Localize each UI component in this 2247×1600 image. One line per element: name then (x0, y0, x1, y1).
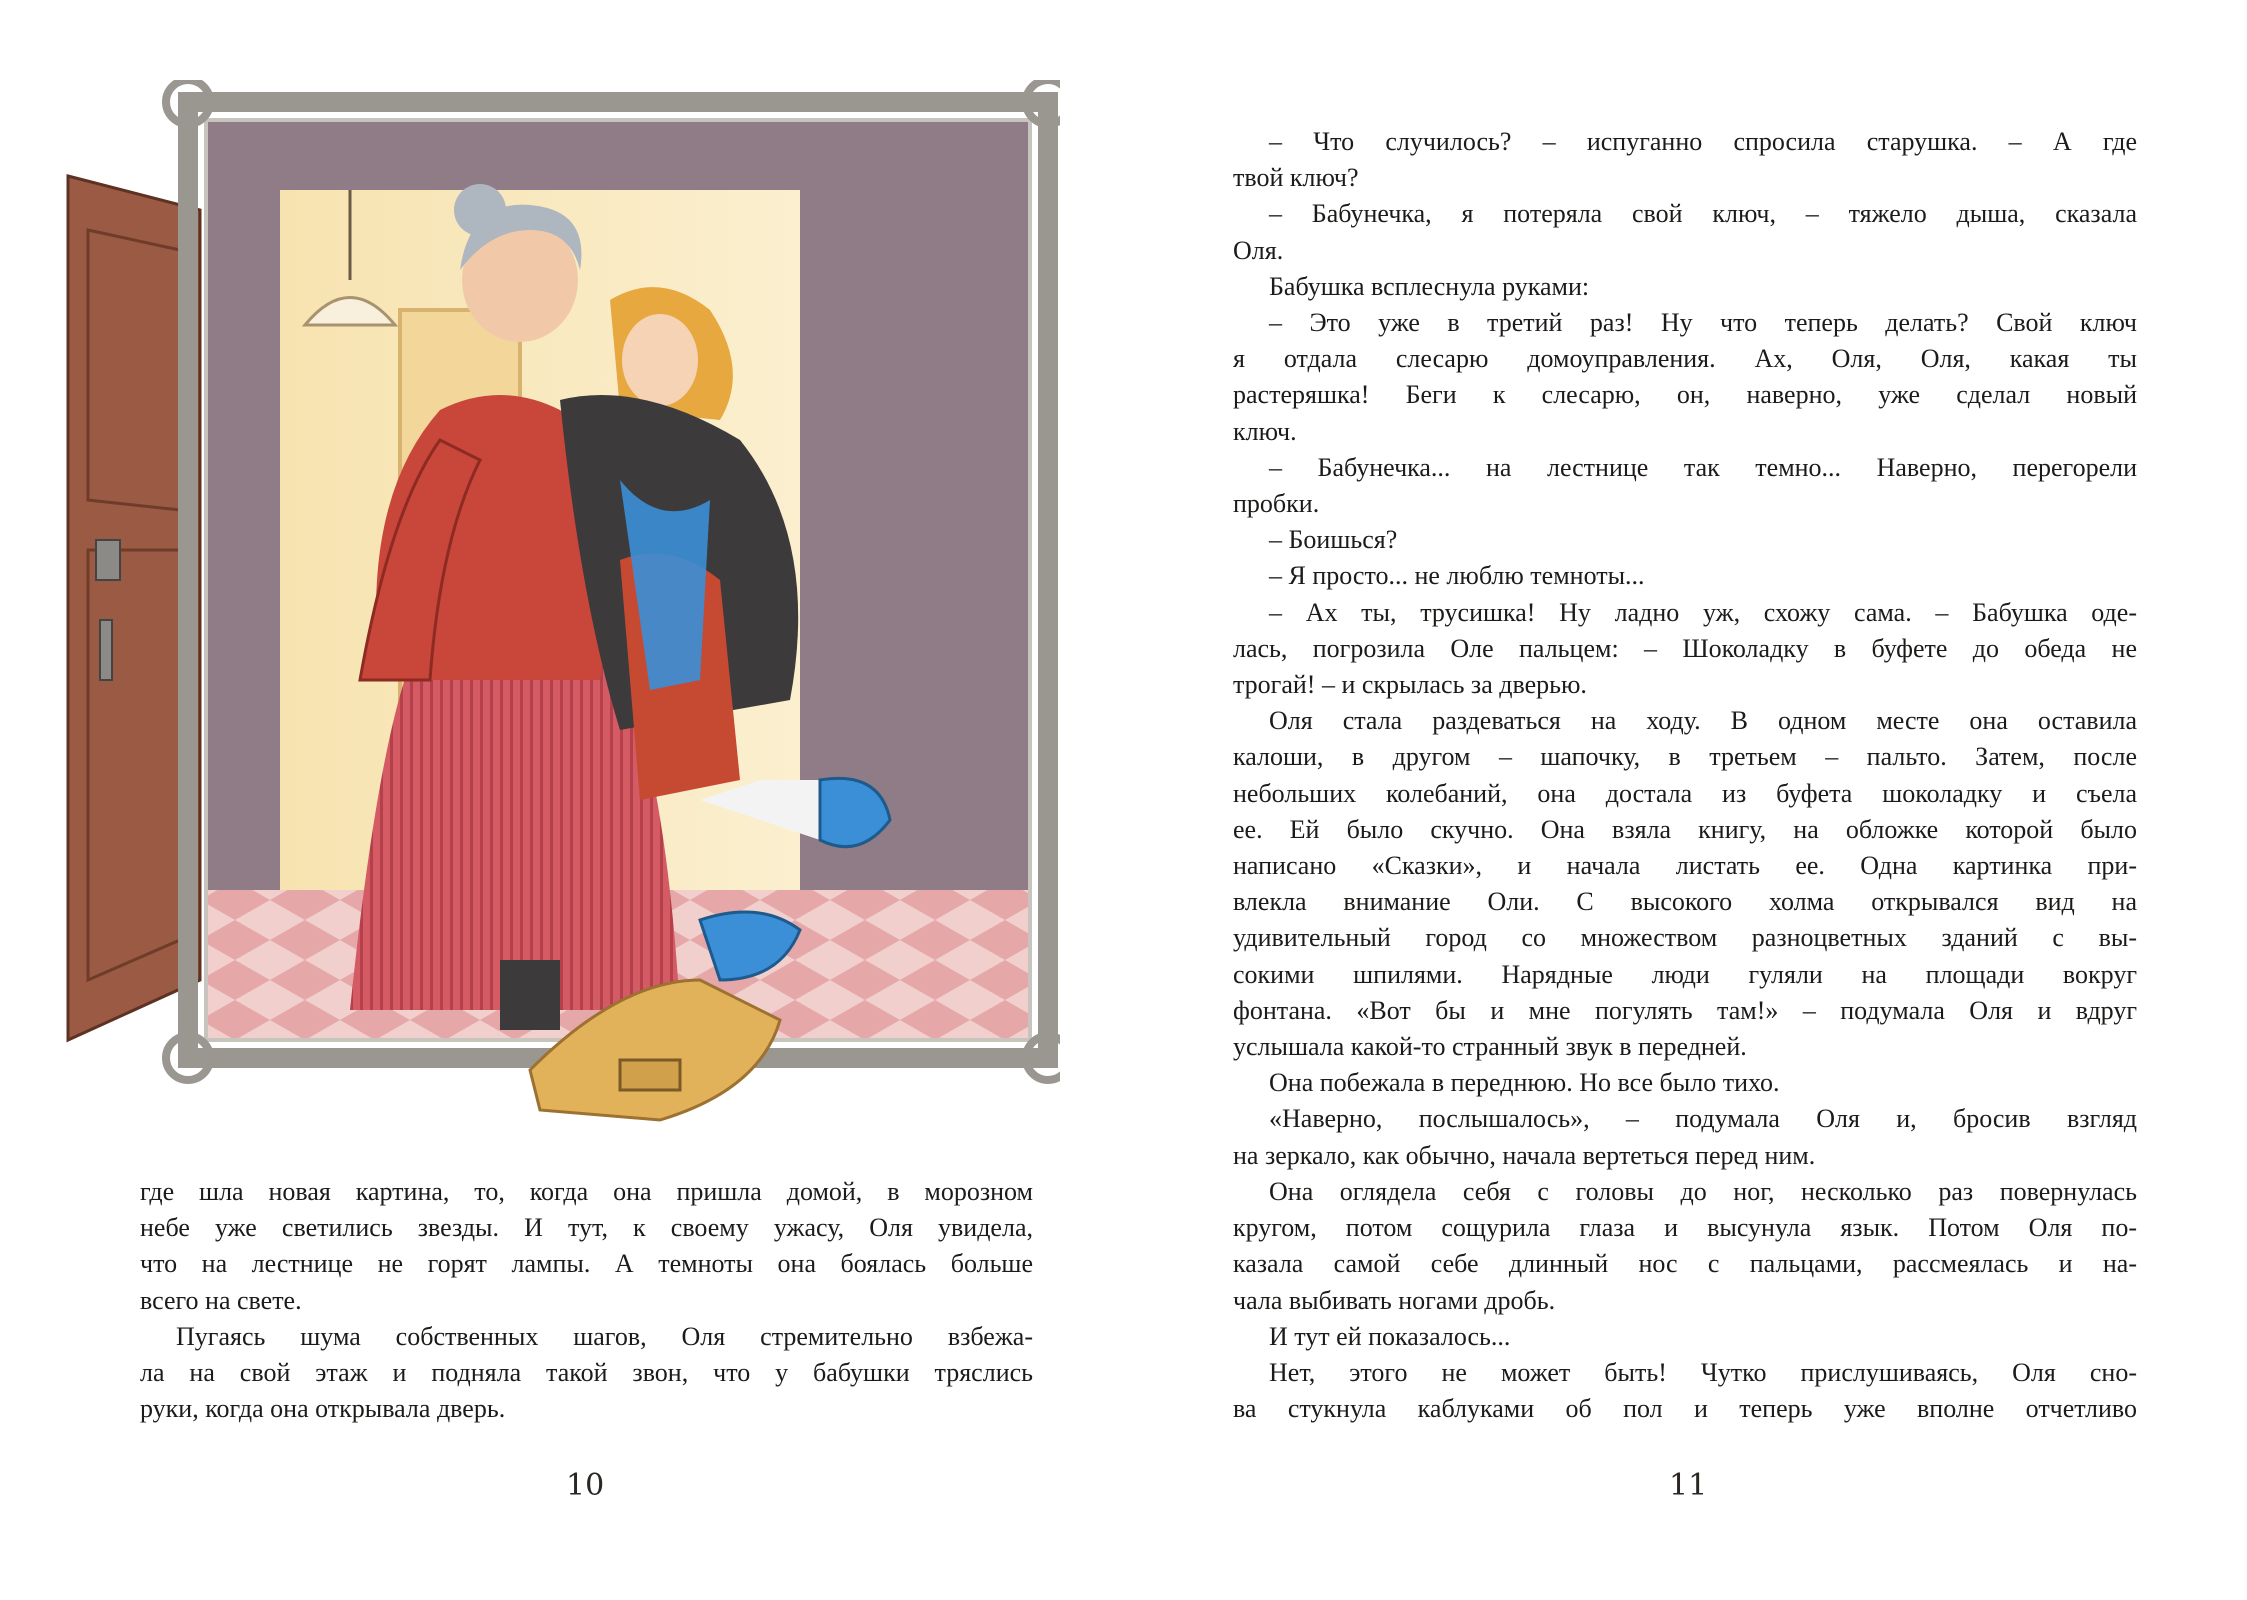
text-line: – Бабунечка, я потеряла свой ключ, – тяжело дыша, сказала (1269, 199, 2137, 229)
text-line: ла на свой этаж и подняла такой звон, что у бабушки тряслись (140, 1358, 1033, 1388)
text-line: влекла внимание Оли. С высокого холма открывался вид на (1233, 887, 2137, 917)
page-number: 11 (1669, 1468, 1708, 1503)
text-line: руки, когда она открывала дверь. (140, 1394, 506, 1424)
text-line: ключ. (1233, 416, 1297, 446)
page-number: 10 (566, 1468, 605, 1503)
right-page (1123, 0, 2247, 1600)
text-line: – Бабунечка... на лестнице так темно... Наверно, перегорели (1269, 452, 2137, 482)
text-line: «Наверно, послышалось», – подумала Оля и, бросив взгляд (1269, 1104, 2137, 1134)
text-line: – Это уже в третий раз! Ну что теперь делать? Свой ключ (1269, 308, 2137, 338)
text-line: небе уже светились звезды. И тут, к своему ужасу, Оля увидела, (140, 1213, 1033, 1243)
text-line: услышала какой-то странный звук в передней. (1233, 1032, 1747, 1062)
text-line: Она оглядела себя с головы до ног, несколько раз повернулась (1269, 1176, 2137, 1206)
text-line: твой ключ? (1233, 163, 1359, 193)
text-line: – Боишься? (1269, 525, 1398, 555)
text-line: ее. Ей было скучно. Она взяла книгу, на обложке которой было (1233, 814, 2137, 844)
text-line: – Что случилось? – испуганно спросила старушка. – А где (1269, 127, 2137, 156)
left-page (0, 0, 1123, 1600)
text-line: лась, погрозила Оле пальцем: – Шоколадку в буфете до обеда не (1233, 633, 2137, 663)
text-line: что на лестнице не горят лампы. А темноты она боялась больше (140, 1249, 1033, 1279)
text-line: казала самой себе длинный нос с пальцами, рассмеялась и на- (1233, 1249, 2137, 1279)
text-line: написано «Сказки», и начала листать ее. Одна картинка при- (1233, 851, 2137, 881)
text-line: калоши, в другом – шапочку, в третьем – пальто. Затем, после (1233, 742, 2137, 772)
text-line: трогай! – и скрылась за дверью. (1233, 670, 1587, 700)
left-page-text (140, 1174, 1033, 1427)
text-line: Она побежала в переднюю. Но все было тихо. (1269, 1068, 1780, 1098)
text-line: пробки. (1233, 489, 1320, 519)
right-page-text (1233, 124, 2137, 1427)
text-line: И тут ей показалось... (1269, 1321, 1511, 1351)
text-line: где шла новая картина, то, когда она пришла домой, в морозном (140, 1177, 1033, 1206)
text-line: Оля. (1233, 235, 1284, 265)
text-line: чала выбивать ногами дробь. (1233, 1285, 1556, 1315)
text-line: – Ах ты, трусишка! Ну ладно уж, схожу сама. – Бабушка оде- (1269, 597, 2137, 627)
text-line: удивительный город со множеством разноцветных зданий с вы- (1233, 923, 2137, 953)
text-line: растеряшка! Беги к слесарю, он, наверно, уже сделал новый (1233, 380, 2137, 410)
text-line: Нет, этого не может быть! Чутко прислушиваясь, Оля сно- (1269, 1357, 2137, 1387)
text-line: на зеркало, как обычно, начала вертеться перед ним. (1233, 1140, 1816, 1170)
text-line: Бабушка всплеснула руками: (1269, 271, 1590, 301)
text-line: ва стукнула каблуками об пол и теперь уже вполне отчетливо (1233, 1394, 2137, 1424)
text-line: Оля стала раздеваться на ходу. В одном месте она оставила (1269, 706, 2137, 736)
grandmother-hugging-girl-illustration (60, 80, 1060, 1140)
text-line: я отдала слесарю домоуправления. Ах, Оля, Оля, какая ты (1233, 344, 2137, 374)
interior-scene (208, 122, 1028, 1038)
text-line: всего на свете. (140, 1285, 302, 1315)
text-line: Пугаясь шума собственных шагов, Оля стремительно взбежа- (176, 1321, 1033, 1351)
text-line: небольших колебаний, она достала из буфета шоколадку и съела (1233, 778, 2137, 808)
text-line: – Я просто... не люблю темноты... (1269, 561, 1645, 591)
text-line: кругом, потом сощурила глаза и высунула язык. Потом Оля по- (1233, 1213, 2137, 1243)
text-line: сокими шпилями. Нарядные люди гуляли на площади вокруг (1233, 959, 2137, 989)
text-line: фонтана. «Вот бы и мне погулять там!» – подумала Оля и вдруг (1233, 995, 2137, 1025)
